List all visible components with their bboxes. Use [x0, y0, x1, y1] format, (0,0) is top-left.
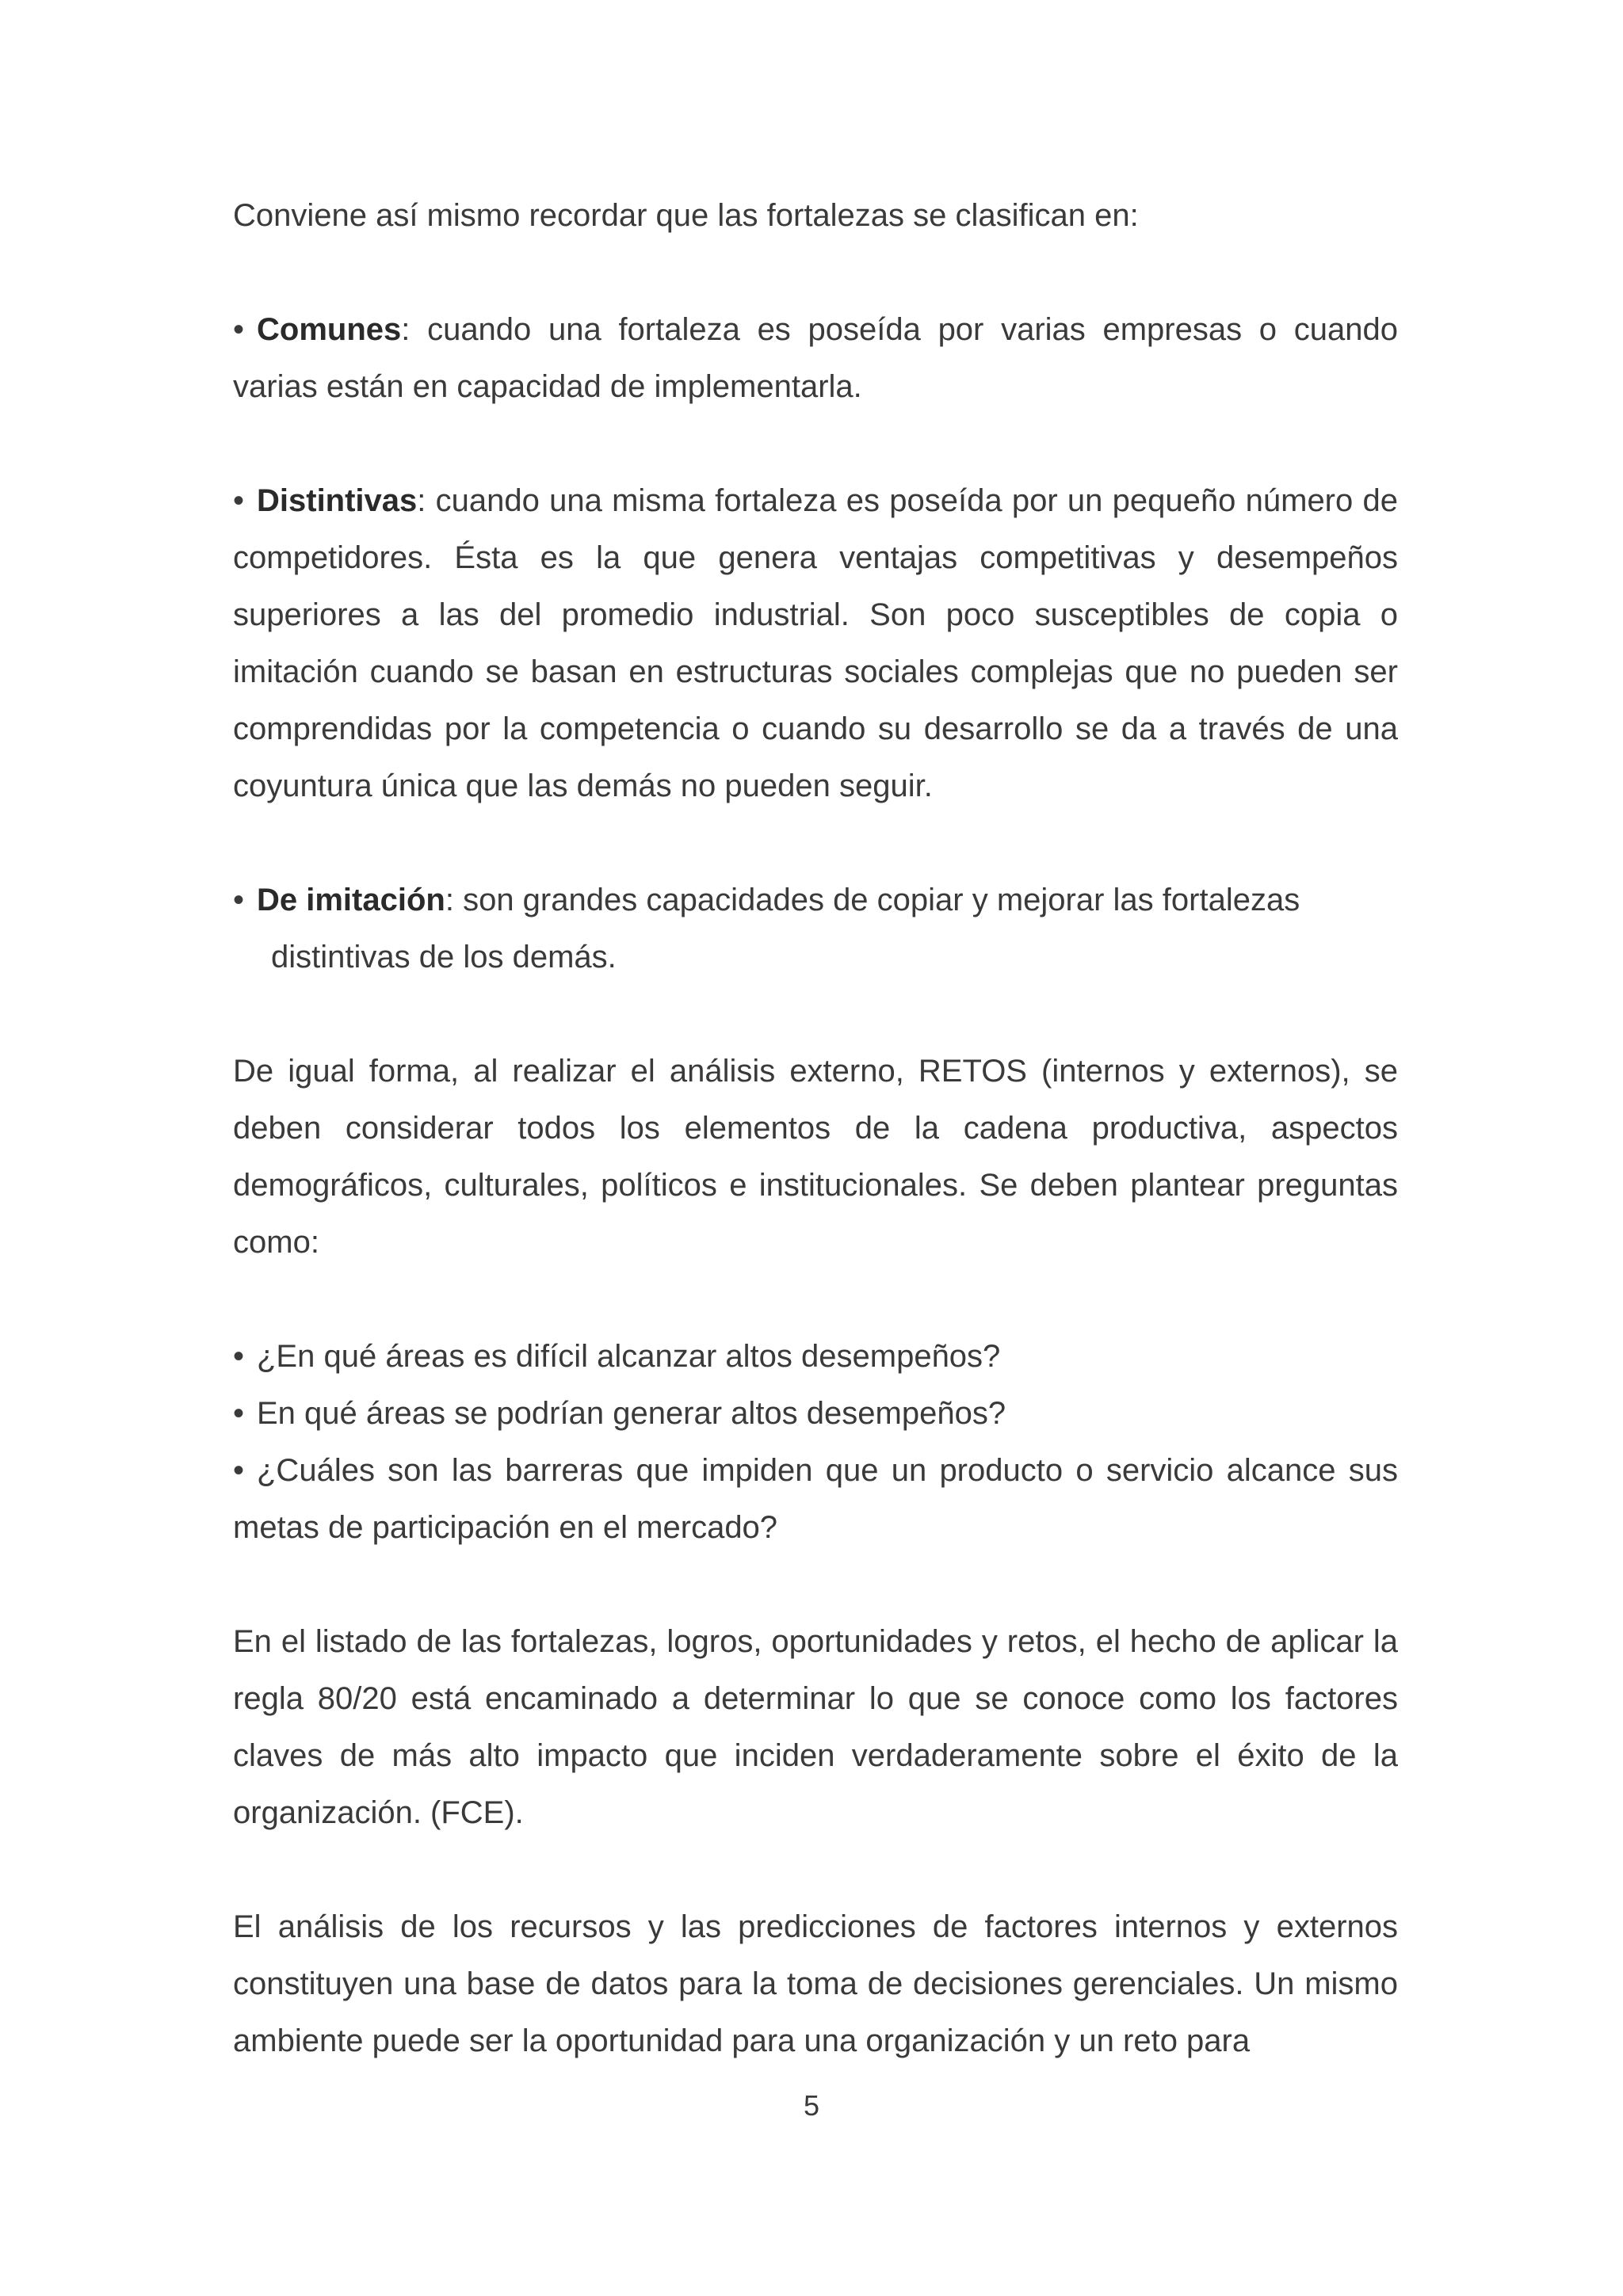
list-item	[233, 871, 1398, 986]
classification-distintivas	[233, 472, 1398, 814]
question-text: ¿En qué áreas es difícil alcanzar altos desempeños?	[257, 1339, 1001, 1374]
definition-de-imitacion-rest: distintivas de los demás.	[271, 940, 617, 974]
bullet-icon: •	[233, 883, 245, 917]
bullet-icon: •	[233, 483, 245, 518]
classification-imitacion	[233, 871, 1398, 986]
bullet-icon: •	[233, 1339, 245, 1374]
bullet-icon: •	[233, 312, 245, 347]
bullet-icon: •	[233, 1453, 245, 1488]
definition-de-imitacion-first: : son grandes capacidades de copiar y mejorar las fortalezas	[445, 883, 1300, 917]
question-text: En qué áreas se podrían generar altos desempeños?	[257, 1396, 1006, 1431]
term-comunes: Comunes	[257, 312, 402, 347]
definition-comunes: : cuando una fortaleza es poseída por varias empresas o cuando varias están en capacidad de implementarla.	[233, 312, 1398, 404]
list-item	[233, 472, 1398, 814]
external-analysis-paragraph: De igual forma, al realizar el análisis externo, RETOS (internos y externos), se deben considerar todos los elementos de la cadena productiva, aspectos demográficos, culturales, políticos e institucionales. Se deben plantear preguntas como:	[233, 1054, 1398, 1260]
resources-paragraph: El análisis de los recursos y las predicciones de factores internos y externos constituyen una base de datos para la toma de decisiones gerenciales. Un mismo ambiente puede ser la oportunidad para una organización y un reto para	[233, 1909, 1398, 2058]
list-item	[233, 1442, 1398, 1556]
question-text: ¿Cuáles son las barreras que impiden que un producto o servicio alcance sus metas de participación en el mercado?	[233, 1453, 1398, 1545]
rule-80-20-paragraph: En el listado de las fortalezas, logros, oportunidades y retos, el hecho de aplicar la regla 80/20 está encaminado a determinar lo que se conoce como los factores claves de más alto impacto que inciden verdaderamente sobre el éxito de la organización. (FCE).	[233, 1624, 1398, 1830]
term-de-imitacion: De imitación	[257, 883, 445, 917]
list-item	[233, 1385, 1398, 1442]
classification-comunes	[233, 301, 1398, 415]
term-distintivas: Distintivas	[257, 483, 418, 518]
list-item	[233, 301, 1398, 415]
intro-paragraph: Conviene así mismo recordar que las fortalezas se clasifican en:	[233, 198, 1139, 233]
page-number: 5	[803, 2089, 820, 2122]
list-item	[233, 1328, 1398, 1385]
questions-list	[233, 1328, 1398, 1556]
bullet-icon: •	[233, 1396, 245, 1431]
definition-distintivas: : cuando una misma fortaleza es poseída por un pequeño número de competidores. Ésta es la que genera ventajas competitivas y desempeños superiores a las del promedio industrial. Son poco susceptibles de copia o imitación cuando se basan en estructuras sociales complejas que no pueden ser comprendidas por la competencia o cuando su desarrollo se da a través de una coyuntura única que las demás no pueden seguir.	[233, 483, 1398, 803]
page-body	[233, 187, 1398, 2126]
